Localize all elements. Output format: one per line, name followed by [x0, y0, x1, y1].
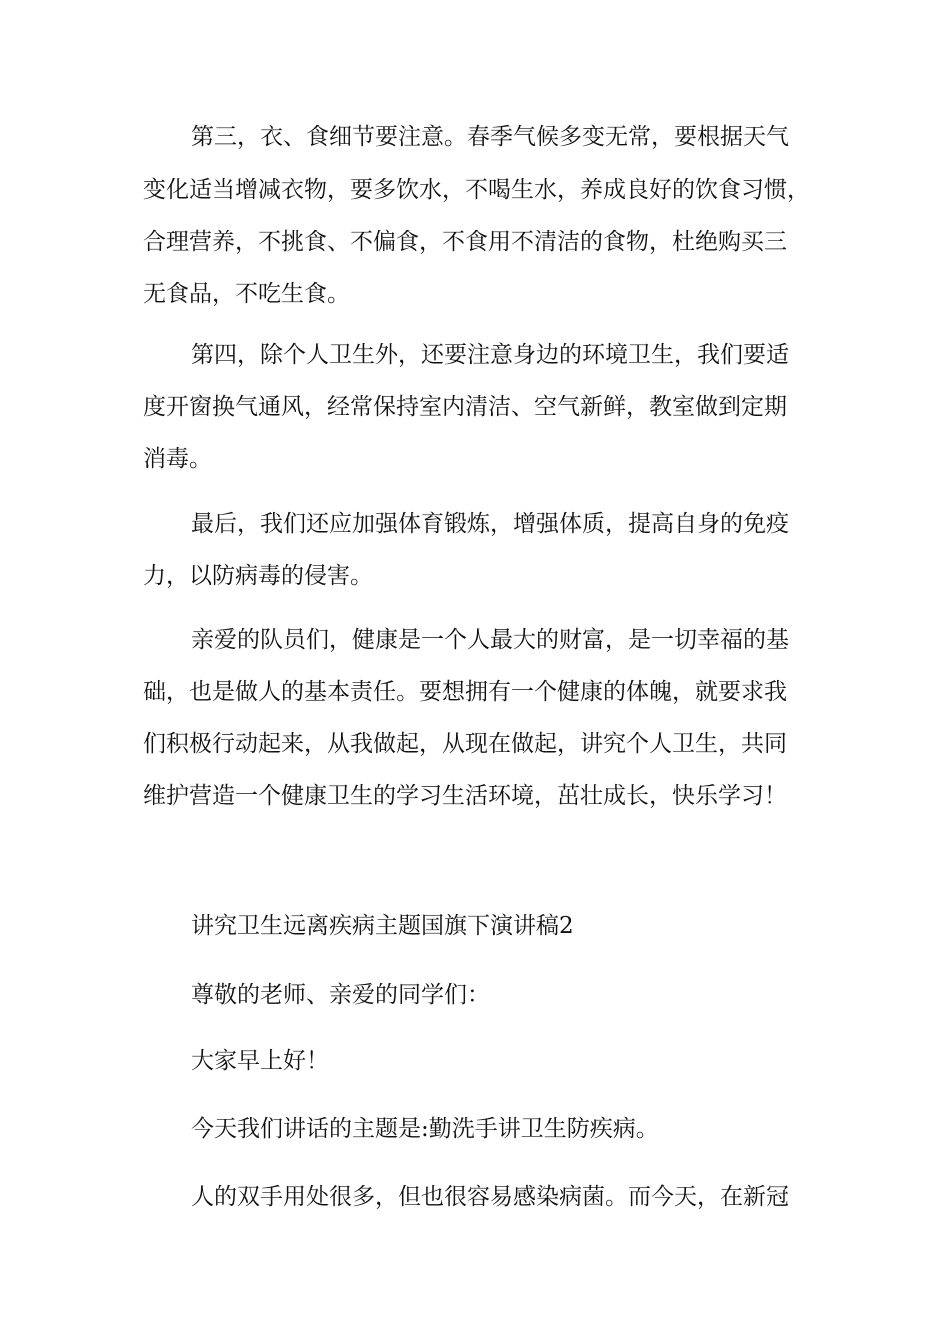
text-line: 维护营造一个健康卫生的学习生活环境，茁壮成长，快乐学习！ — [143, 783, 787, 809]
text-line: 变化适当增减衣物，要多饮水，不喝生水，养成良好的饮食习惯， — [143, 177, 810, 203]
text-line: 第四，除个人卫生外，还要注意身边的环境卫生，我们要适 — [191, 342, 789, 368]
text-line: 无食品，不吃生食。 — [143, 281, 350, 307]
greeting-text: 大家早上好！ — [191, 1048, 329, 1074]
topic-text: 今天我们讲话的主题是:勤洗手讲卫生防疾病。 — [191, 1116, 659, 1142]
text-line: 力，以防病毒的侵害。 — [143, 563, 373, 589]
text-line: 亲爱的队员们，健康是一个人最大的财富，是一切幸福的基 — [191, 627, 789, 653]
text-line: 合理营养，不挑食、不偏食，不食用不清洁的食物，杜绝购买三 — [143, 229, 787, 255]
text-line: 人的双手用处很多，但也很容易感染病菌。而今天，在新冠 — [191, 1184, 789, 1210]
text-line: 消毒。 — [143, 446, 212, 472]
text-line: 们积极行动起来，从我做起，从现在做起，讲究个人卫生，共同 — [143, 731, 787, 757]
text-line: 第三，衣、食细节要注意。春季气候多变无常，要根据天气 — [191, 124, 789, 150]
text-line: 础，也是做人的基本责任。要想拥有一个健康的体魄，就要求我 — [143, 679, 787, 705]
text-line: 度开窗换气通风，经常保持室内清洁、空气新鲜，教室做到定期 — [143, 394, 787, 420]
salutation-text: 尊敬的老师、亲爱的同学们： — [191, 982, 490, 1008]
title-text: 讲究卫生远离疾病主题国旗下演讲稿2 — [191, 913, 574, 939]
text-line: 最后，我们还应加强体育锻炼，增强体质，提高自身的免疫 — [191, 511, 789, 537]
